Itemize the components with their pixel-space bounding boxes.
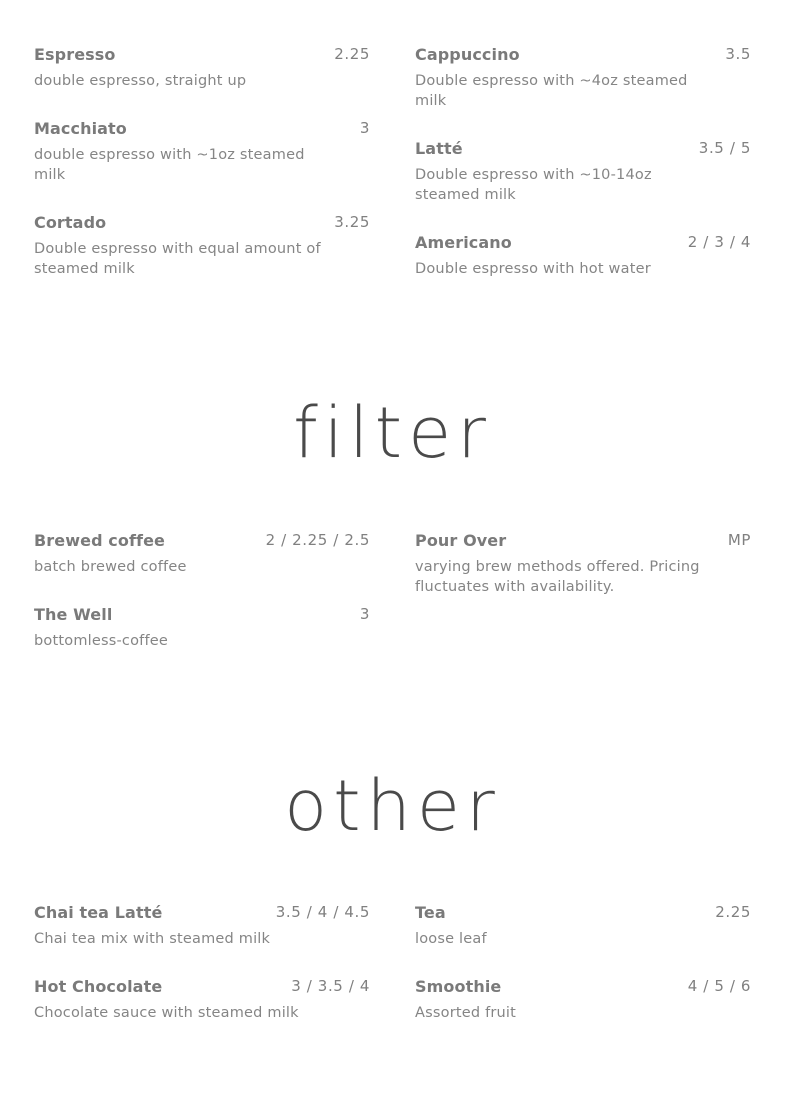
item-description: loose leaf bbox=[415, 931, 487, 947]
item-description: double espresso, straight up bbox=[34, 73, 247, 89]
item-price: 3 bbox=[359, 119, 370, 137]
item-price: 2.25 bbox=[715, 903, 751, 921]
item-name: Americano bbox=[415, 233, 512, 252]
item-name: Cappuccino bbox=[415, 45, 520, 64]
item-description: Chocolate sauce with steamed milk bbox=[34, 1005, 299, 1021]
item-price: 2 / 2.25 / 2.5 bbox=[265, 531, 370, 549]
item-price: 3.25 bbox=[334, 213, 370, 231]
item-name: Espresso bbox=[34, 45, 116, 64]
item-price: 4 / 5 / 6 bbox=[687, 977, 751, 995]
item-description: double espresso with ~1oz steamed milk bbox=[34, 147, 305, 183]
item-description: bottomless-coffee bbox=[34, 633, 169, 649]
item-name: Chai tea Latté bbox=[34, 903, 163, 922]
item-name: Cortado bbox=[34, 213, 107, 232]
item-description: Double espresso with equal amount of steamed milk bbox=[34, 241, 321, 277]
item-name: Tea bbox=[415, 903, 446, 922]
item-description: Double espresso with hot water bbox=[415, 261, 651, 277]
section-heading-filter: filter bbox=[293, 392, 492, 474]
item-price: 2 / 3 / 4 bbox=[687, 233, 751, 251]
item-name: Hot Chocolate bbox=[34, 977, 163, 996]
item-name: Brewed coffee bbox=[34, 531, 165, 550]
item-name: Latté bbox=[415, 139, 463, 158]
item-price: 3 / 3.5 / 4 bbox=[291, 977, 370, 995]
item-price: 3.5 / 5 bbox=[698, 139, 751, 157]
item-price: 3.5 bbox=[725, 45, 751, 63]
item-description: Double espresso with ~4oz steamed milk bbox=[415, 73, 688, 109]
item-price: 2.25 bbox=[334, 45, 370, 63]
item-description: Double espresso with ~10-14oz steamed milk bbox=[415, 167, 652, 203]
item-price: 3 bbox=[359, 605, 370, 623]
item-price: MP bbox=[727, 531, 751, 549]
item-description: Assorted fruit bbox=[415, 1005, 517, 1021]
item-name: Macchiato bbox=[34, 119, 127, 138]
item-price: 3.5 / 4 / 4.5 bbox=[275, 903, 370, 921]
item-name: Smoothie bbox=[415, 977, 502, 996]
item-name: Pour Over bbox=[415, 531, 507, 550]
item-description: batch brewed coffee bbox=[34, 559, 187, 575]
item-description: Chai tea mix with steamed milk bbox=[34, 931, 271, 947]
section-heading-other: other bbox=[284, 765, 501, 847]
item-description: varying brew methods offered. Pricing fluctuates with availability. bbox=[415, 559, 700, 595]
item-name: The Well bbox=[34, 605, 113, 624]
